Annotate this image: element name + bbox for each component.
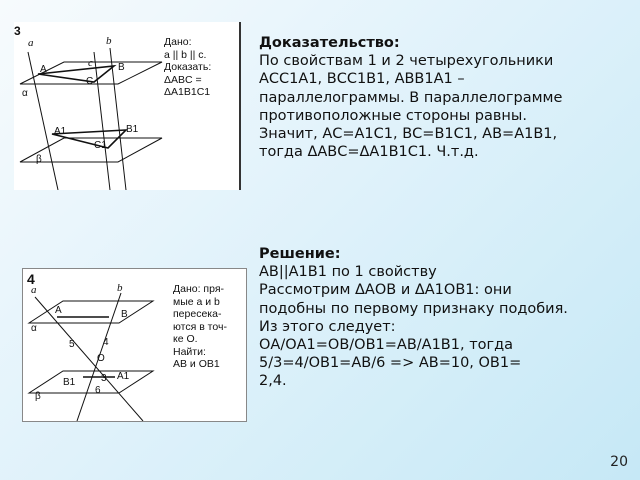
page-number: 20 [610, 454, 628, 470]
label-5: 5 [69, 339, 75, 350]
label-c: c [88, 57, 93, 69]
label-beta: β [35, 391, 41, 402]
proof-line: параллелограммы. В параллелограмме [259, 89, 563, 106]
solution-heading: Решение: [259, 246, 341, 262]
label-alpha: α [22, 88, 28, 99]
figure-3 [14, 22, 241, 190]
label-B1: B1 [126, 124, 139, 135]
label-O: O [97, 353, 105, 364]
line-c [94, 52, 110, 190]
proof-line: тогда ΔАВС=ΔА1В1С1. Ч.т.д. [259, 144, 479, 161]
solution-line: Рассмотрим ΔАОВ и ΔА1ОВ1: они [259, 282, 512, 299]
figure-4-given: Дано: пря- мые a и b пересека- ются в точ- ке O. Найти: AB и OB1 [173, 283, 227, 370]
label-b: b [117, 282, 123, 294]
label-6: 6 [95, 385, 101, 396]
label-B: B [118, 62, 125, 73]
proof-line: По свойствам 1 и 2 четырехугольники [259, 53, 554, 70]
label-a: a [28, 37, 34, 49]
solution-line: 5/3=4/ОВ1=АВ/6 => АВ=10, ОВ1= [259, 355, 522, 372]
proof-line: АСС1А1, ВСС1В1, АВВ1А1 – [259, 71, 465, 88]
solution-line: 2,4. [259, 373, 287, 390]
figure-3-given: Дано: a || b || c. Доказать: ΔABC = ΔA1B1C1 [164, 36, 212, 98]
label-C: C [86, 76, 94, 87]
label-A: A [55, 305, 62, 316]
label-C1: C1 [94, 140, 107, 151]
proof-block [259, 34, 629, 161]
figure-4-number: 4 [27, 271, 35, 287]
label-beta: β [36, 154, 42, 165]
label-a: a [31, 284, 37, 296]
solution-line: Из этого следует: [259, 318, 396, 335]
plane-beta [29, 371, 153, 393]
label-3: 3 [101, 373, 107, 384]
label-A1: A1 [117, 371, 130, 382]
label-b: b [106, 35, 112, 47]
label-alpha: α [31, 323, 37, 334]
label-A: A [40, 64, 47, 75]
label-B1: B1 [63, 377, 76, 388]
figure-4 [22, 268, 247, 422]
solution-block [259, 245, 629, 391]
triangle-abc [38, 66, 114, 82]
proof-line: Значит, АС=А1С1, ВС=В1С1, АВ=А1В1, [259, 126, 558, 143]
solution-line: ОА/ОА1=ОВ/ОВ1=АВ/А1В1, тогда [259, 337, 514, 354]
label-A1: A1 [54, 126, 67, 137]
label-4: 4 [103, 337, 109, 348]
solution-line: подобны по первому признаку подобия. [259, 300, 568, 317]
proof-line: противоположные стороны равны. [259, 107, 527, 124]
figure-3-number: 3 [14, 24, 21, 38]
label-B: B [121, 309, 128, 320]
solution-line: АВ||А1В1 по 1 свойству [259, 264, 437, 281]
proof-heading: Доказательство: [259, 35, 400, 51]
